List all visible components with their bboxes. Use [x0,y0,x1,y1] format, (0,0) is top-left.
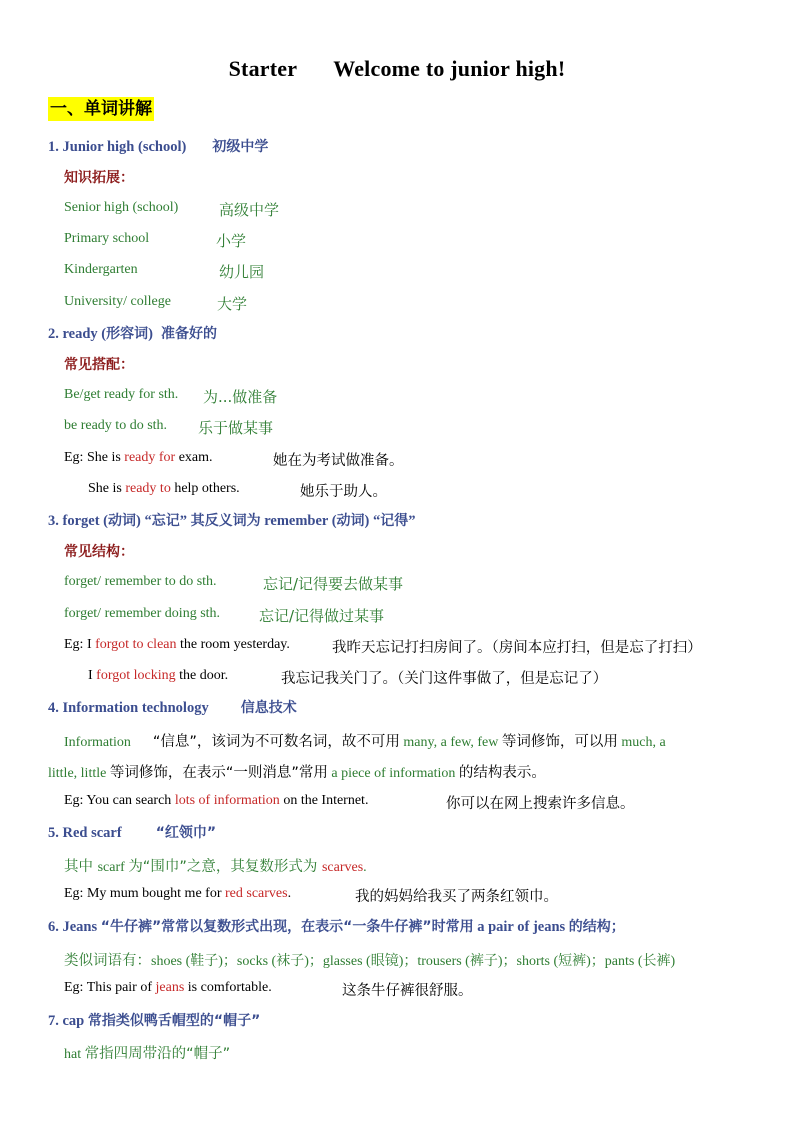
item3-phrase1-cn: 忘记/记得要去做某事 [263,575,404,593]
item1-heading-en: 1. Junior high (school) [48,139,187,155]
item2-heading [48,324,217,344]
item3-h-forget: 忘记 [151,513,180,529]
item7-heading-cn: 常指类似鸭舌帽型的“帽子” [87,1013,261,1029]
item3-eg1-highlight: forgot to clean [95,637,177,652]
item3-h-q2: ” [179,513,191,529]
item5-example-cn: 我的妈妈给我买了两条红领巾。 [355,889,558,905]
item3-heading [48,511,416,531]
title-starter: Starter [228,56,298,81]
item1-row4-en: University/ college [64,294,171,309]
item4-eg-highlight: lots of information [174,793,280,808]
item4-heading-cn: 信息技术 [240,700,297,716]
item1-heading [48,137,268,157]
item5-line1 [64,855,367,876]
item6-eg-pre: Eg: This pair of [64,980,156,995]
item3-h-pos2: 动词 [336,513,365,529]
item1-row2-en: Primary school [64,231,150,246]
item2-heading-pos: 形容词 [106,326,149,342]
item3-phrase2-cn: 忘记/记得做过某事 [259,607,385,625]
item5-example-en [64,886,291,902]
item1-row1-cn: 高级中学 [219,201,280,219]
item6-eg-highlight: jeans [155,980,185,995]
item1-row3-cn: 幼儿园 [219,263,265,281]
item4-line2 [48,761,546,782]
item2-eg1-post: exam. [175,450,213,465]
item4-l2-cn2: 的结构表示。 [458,765,546,781]
item2-eg1-highlight: ready for [124,450,176,465]
item4-eg-pre: Eg: You can search [64,793,175,808]
item1-row3-en: Kindergarten [64,262,138,277]
item5-l1-cn2: 为“围巾”之意，其复数形式为 [128,859,322,875]
item4-heading-en: 4. Information technology [48,700,209,716]
item2-example2-en [88,481,240,497]
item7-heading-en: 7. cap [48,1013,88,1029]
item4-l2-piece: a piece of information [327,766,459,781]
item3-example1-cn: 我昨天忘记打扫房间了。（房间本应打扫，但是忘了打扫） [332,640,702,656]
item2-heading-paren: ) [148,326,153,342]
item2-phrase2-cn: 乐于做某事 [198,419,274,437]
item4-eg-post: on the Internet. [279,793,369,808]
item2-eg2-post: help others. [170,481,240,496]
item3-h-q1: ) “ [135,513,152,529]
item2-phrase1-en: Be/get ready for sth. [64,387,179,402]
item3-h-remember: remember ( [260,513,337,529]
item4-l2-cn: 等词修饰，在表示“一则消息”常用 [109,765,328,781]
item3-phrase1-en: forget/ remember to do sth. [64,574,217,589]
item1-row2-cn: 小学 [216,232,247,250]
item4-l1-cn2: 等词修饰，可以用 [501,734,618,750]
item2-eg2-highlight: ready to [125,481,171,496]
item5-heading-en: 5. Red scarf [48,825,122,841]
item4-l1-many: many, a few, few [399,735,502,750]
item5-eg-pre: Eg: My mum bought me for [64,886,225,901]
item2-eg2-pre: She is [88,481,126,496]
item6-eg-post: is comfortable. [184,980,272,995]
item7-heading [48,1011,260,1031]
item5-eg-post: . [287,886,292,901]
item5-l1-cn1: 其中 [64,859,98,875]
item2-phrase1-cn: 为...做准备 [203,388,278,406]
item2-phrase2-en: be ready to do sth. [64,418,168,433]
item3-subheading: 常见结构： [64,544,134,560]
item2-eg1-pre: Eg: She is [64,450,125,465]
item6-line1 [64,949,675,970]
item3-eg1-post: the room yesterday. [176,637,290,652]
item5-heading-cn: “红领巾” [155,825,217,841]
item7-l1-hat: hat [64,1047,85,1062]
item7-l1-cn: 常指四周带沿的“帽子” [84,1046,231,1062]
item4-example-en [64,793,368,809]
item6-example-en [64,980,272,996]
item6-l1-list: shoes (鞋子)；socks (袜子)；glasses (眼镜)；trousers (裤子)；shorts (短裤)；pants (长裤) [151,954,676,969]
item5-l1-scarves: scarves [321,860,364,875]
item4-l1-much: much, a [617,735,666,750]
item2-example1-en [64,450,213,466]
item3-eg1-pre: Eg: I [64,637,96,652]
item6-l1-cn: 类似词语有： [64,953,151,969]
item6-example-cn: 这条牛仔裤很舒服。 [342,983,473,999]
item3-h-en: 3. forget ( [48,513,108,529]
item5-heading [48,823,216,843]
item6-heading-pair: a pair of jeans [473,919,569,935]
item3-eg2-post: the door. [175,668,229,683]
item2-heading-en: 2. ready ( [48,326,107,342]
item2-heading-cn: 准备好的 [160,326,217,342]
item4-l1-cn: “信息”，该词为不可数名词，故不可用 [152,734,400,750]
item3-h-jide: 记得 [380,513,409,529]
item3-h-q3: ) “ [364,513,381,529]
item6-heading-en: 6. Jeans [48,919,101,935]
item3-h-pos: 动词 [107,513,136,529]
item3-example1-en [64,637,290,653]
item2-example1-cn: 她在为考试做准备。 [273,453,404,469]
item3-example2-en [88,668,228,684]
item4-line1 [64,730,666,751]
item3-example2-cn: 我忘记我关门了。（关门这件事做了，但是忘记了） [281,671,608,687]
item3-h-q4: ” [408,513,416,529]
item2-example2-cn: 她乐于助人。 [300,484,387,500]
section-heading-vocabulary: 一、单词讲解 [50,99,152,119]
item5-l1-scarf: scarf [97,860,129,875]
item1-row1-en: Senior high (school) [64,200,179,215]
item4-heading [48,698,297,718]
item7-line1 [64,1042,230,1063]
item1-subheading: 知识拓展： [64,170,134,186]
page-title [0,56,794,82]
item4-example-cn: 你可以在网上搜索许多信息。 [446,796,635,812]
item2-subheading: 常见搭配： [64,357,134,373]
item4-l2-little: little, little [48,766,110,781]
item3-eg2-highlight: forgot locking [96,668,176,683]
item3-h-antonym: 其反义词为 [190,513,261,529]
item6-heading-cn2: 的结构； [568,919,625,935]
title-welcome: Welcome to junior high! [333,56,566,81]
item5-eg-highlight: red scarves [225,886,288,901]
item4-l1-information: Information [64,735,131,750]
item6-heading-cn: “牛仔裤”常常以复数形式出现，在表示“一条牛仔裤”时常用 [100,919,474,935]
item5-l1-end: . [363,860,367,875]
item3-eg2-pre: I [88,668,97,683]
item6-heading [48,917,625,937]
item3-phrase2-en: forget/ remember doing sth. [64,606,221,621]
item1-heading-cn: 初级中学 [212,139,269,155]
item1-row4-cn: 大学 [217,295,248,313]
